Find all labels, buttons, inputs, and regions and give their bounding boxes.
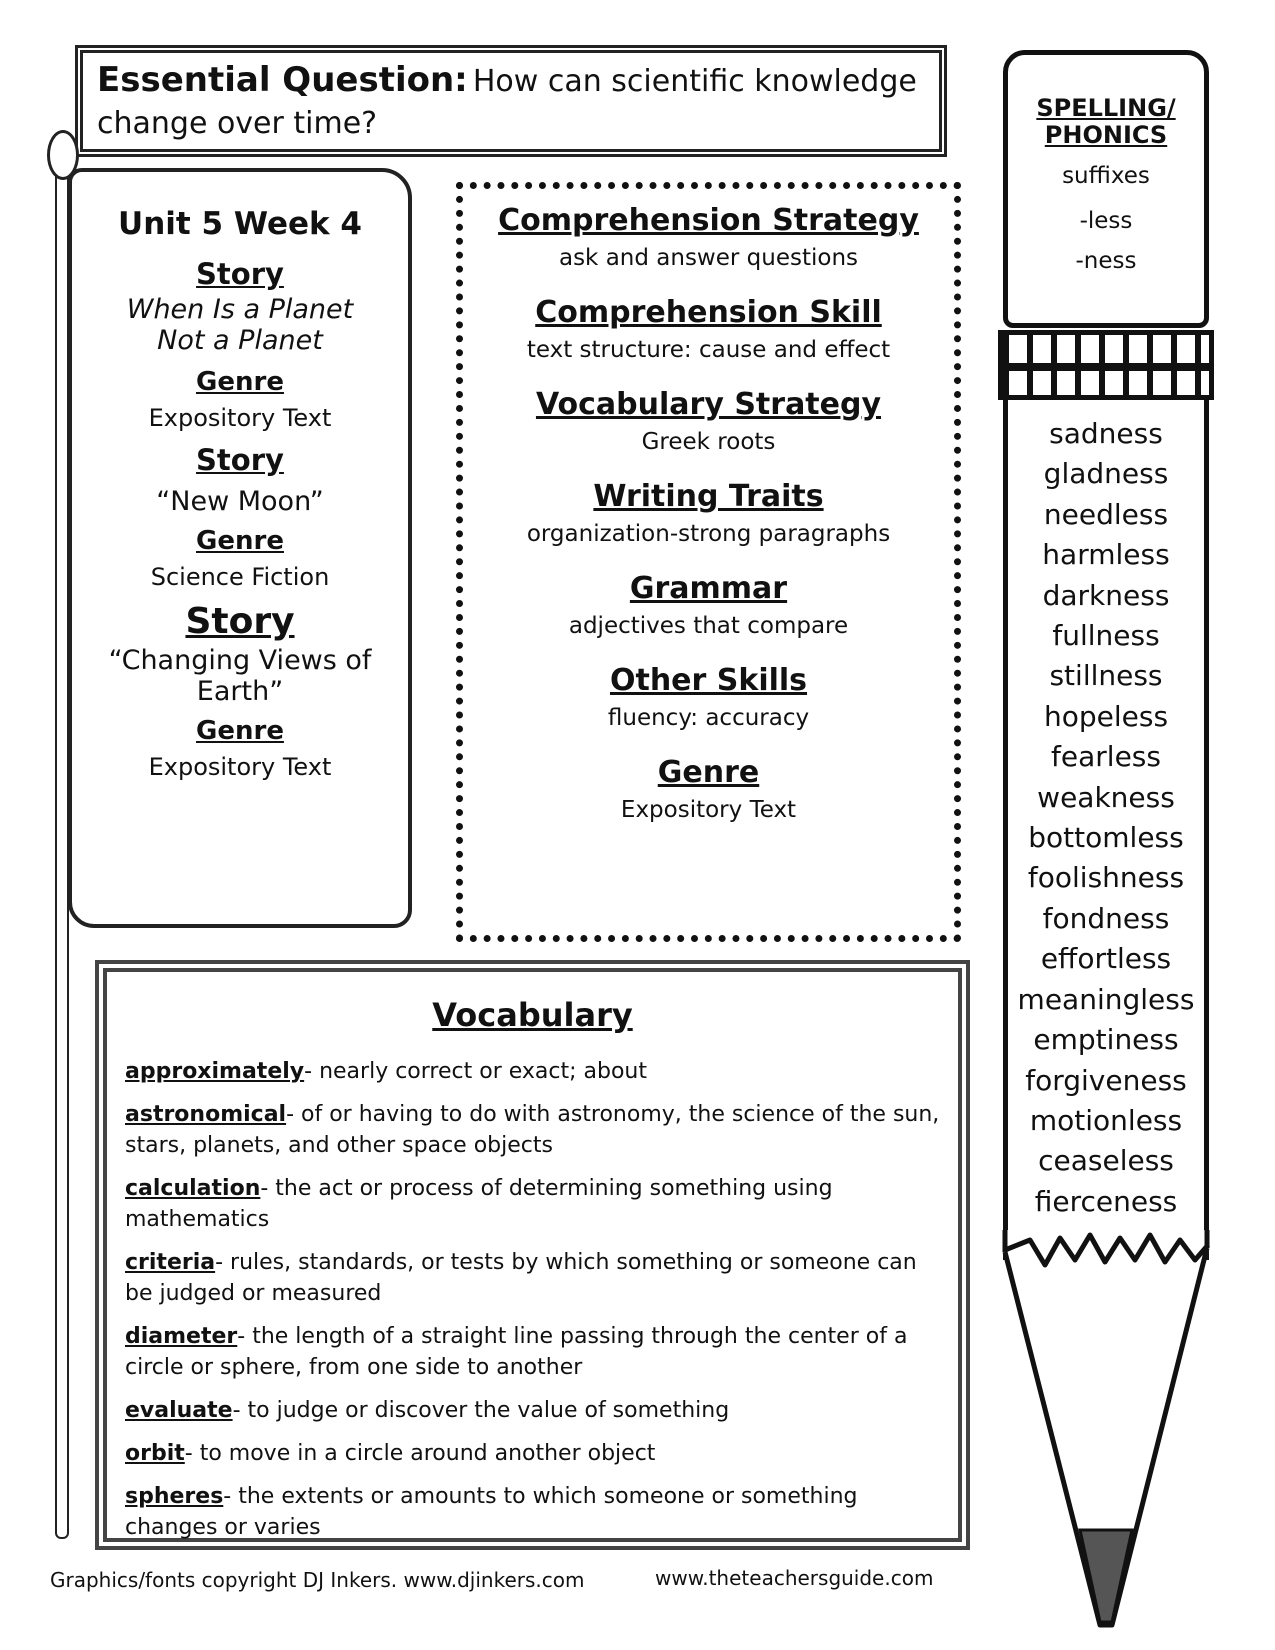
essential-question-text-line2: change over time? (97, 106, 378, 141)
unit-week-title: Unit 5 Week 4 (118, 206, 362, 242)
vocabulary-strategy-text: Greek roots (641, 429, 776, 455)
vocab-definition: - the act or process of determining something using mathematics (125, 1176, 833, 1232)
vocab-entry (125, 1247, 940, 1309)
vocab-word: approximately (125, 1059, 305, 1084)
vocabulary-box (95, 960, 970, 1550)
spelling-word: darkness (1042, 578, 1170, 612)
essential-question-line1 (97, 61, 925, 105)
spelling-word: sadness (1049, 417, 1163, 450)
spelling-word: forgiveness (1025, 1063, 1187, 1097)
story-1-title-line1: When Is a Planet (126, 294, 354, 325)
footer-website: www.theteachersguide.com (655, 1566, 934, 1590)
genre-3: Expository Text (148, 753, 332, 781)
spelling-word: emptiness (1033, 1023, 1179, 1057)
genre-heading-1: Genre (196, 367, 284, 397)
vocab-entry (125, 1395, 940, 1426)
vocab-definition: - to move in a circle around another object (184, 1441, 656, 1466)
story-2-title: “New Moon” (156, 486, 324, 517)
essential-question-text: How can scientific knowledge (472, 64, 917, 99)
spelling-word: harmless (1042, 538, 1170, 572)
story-3-title (72, 645, 408, 707)
spelling-word: fearless (1051, 740, 1161, 774)
vocab-word: calculation (125, 1176, 261, 1201)
genre-2: Science Fiction (150, 563, 330, 591)
vocab-entry (125, 1321, 940, 1383)
genre-text: Expository Text (620, 797, 797, 823)
vocab-word: evaluate (125, 1398, 233, 1423)
spelling-word: stillness (1049, 659, 1163, 693)
vocab-entry (125, 1481, 940, 1543)
other-skills-text: fluency: accuracy (607, 705, 810, 731)
genre-heading-2: Genre (196, 526, 284, 556)
comprehension-skill-heading: Comprehension Skill (535, 295, 882, 330)
vocab-definition: - the extents or amounts to which someone or something changes or varies (125, 1484, 858, 1540)
skills-box (456, 182, 961, 942)
other-skills-heading: Other Skills (609, 663, 808, 698)
vocab-word: spheres (125, 1484, 224, 1509)
suffix-ness: -ness (1075, 248, 1137, 274)
pencil-ferrule (998, 330, 1214, 400)
vocab-entry (125, 1438, 940, 1469)
story-banner (68, 168, 412, 928)
spelling-word: motionless (1029, 1103, 1183, 1137)
story-1-title-line2: Not a Planet (157, 325, 323, 356)
spelling-heading-line1: SPELLING/ (1036, 94, 1176, 122)
flagpole (55, 140, 69, 1539)
vocab-entry (125, 1099, 940, 1161)
spelling-word-list (1008, 400, 1204, 1222)
spelling-heading-line2: PHONICS (1044, 121, 1168, 149)
spelling-word: foolishness (1027, 861, 1185, 895)
footer-copyright: Graphics/fonts copyright DJ Inkers. www.djinkers.com (50, 1568, 585, 1592)
comprehension-skill-text: text structure: cause and effect (526, 337, 891, 363)
story-3-title-line2: Earth” (196, 676, 284, 707)
vocab-definition: - the length of a straight line passing through the center of a circle or sphere, from one side to another (125, 1324, 908, 1380)
genre-heading-3: Genre (196, 716, 284, 746)
essential-question-label: Essential Question: (97, 60, 468, 100)
genre-heading: Genre (657, 755, 760, 790)
comprehension-strategy-heading: Comprehension Strategy (498, 203, 919, 238)
suffix-less: -less (1079, 208, 1133, 234)
spelling-word: bottomless (1028, 821, 1184, 855)
writing-traits-text: organization-strong paragraphs (526, 521, 891, 547)
spelling-word: needless (1043, 497, 1169, 531)
spelling-word: effortless (1040, 942, 1172, 976)
story-3-title-line1: “Changing Views of (108, 645, 372, 676)
vocab-definition: - rules, standards, or tests by which something or someone can be judged or measured (125, 1250, 917, 1306)
spelling-word: meaningless (1017, 982, 1195, 1016)
story-heading-1: Story (196, 257, 284, 291)
spelling-word: fullness (1052, 619, 1160, 653)
writing-traits-heading: Writing Traits (593, 479, 824, 514)
genre-1: Expository Text (148, 404, 332, 432)
vocab-word: criteria (125, 1250, 216, 1275)
grammar-text: adjectives that compare (568, 613, 849, 639)
comprehension-strategy-text: ask and answer questions (558, 245, 859, 271)
pencil-eraser-panel (1003, 50, 1209, 328)
vocabulary-strategy-heading: Vocabulary Strategy (535, 387, 882, 422)
vocab-word: astronomical (125, 1102, 287, 1127)
spelling-topic: suffixes (1062, 163, 1150, 189)
grammar-heading: Grammar (629, 571, 788, 606)
vocab-definition: - of or having to do with astronomy, the science of the sun, stars, planets, and other space objects (125, 1102, 940, 1158)
spelling-word: hopeless (1043, 699, 1169, 733)
vocab-word: orbit (125, 1441, 185, 1466)
story-heading-2: Story (196, 443, 284, 477)
spelling-heading (1008, 95, 1204, 149)
story-heading-3: Story (185, 601, 295, 642)
spelling-word: gladness (1043, 457, 1169, 491)
vocab-entry (125, 1056, 940, 1087)
vocab-word: diameter (125, 1324, 238, 1349)
story-1-title (72, 294, 408, 356)
pencil-tip-icon (1000, 1230, 1212, 1635)
spelling-word: ceaseless (1038, 1144, 1174, 1178)
vocab-definition: - to judge or discover the value of something (232, 1398, 730, 1423)
spelling-word: weakness (1037, 780, 1175, 814)
spelling-word: fierceness (1034, 1184, 1178, 1218)
spelling-word: fondness (1042, 901, 1170, 935)
vocab-definition: - nearly correct or exact; about (304, 1059, 647, 1084)
vocabulary-title: Vocabulary (432, 996, 633, 1034)
vocab-entry (125, 1173, 940, 1235)
pencil-body (1003, 400, 1209, 1260)
essential-question-box (75, 45, 947, 157)
